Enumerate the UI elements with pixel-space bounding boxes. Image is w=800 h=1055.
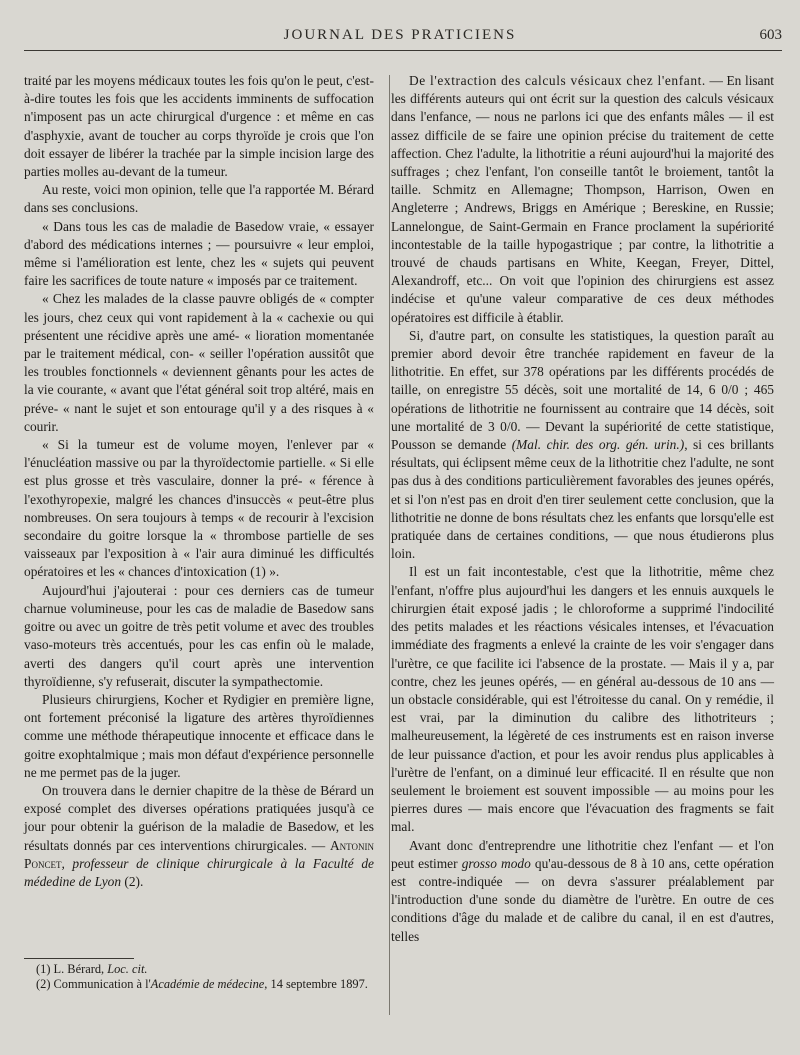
- footnote-italic: Loc. cit.: [107, 962, 148, 976]
- paragraph-text: — En lisant les différents auteurs qui ont écrit sur la question des calculs vésicaux dans l'enfance, — nous ne parlons ici que des enfants mâles — il est assez difficile de se faire une opinion précise du traitement de cette affection. Chez l'adulte, la lithotritie a réuni aujourd'hui la majorité des suffrages ; chez l'enfant, l'on conseille tantôt le broiement, tantôt la taille. Schmitz en Allemagne; Thompson, Harrison, Owen en Angleterre ; Andrews, Briggs en Amérique ; Bereskine, en Russie; Lannelongue, de Saint-Germain en France proclament la supériorité incontestable de la taille hypogastrique ; par contre, la lithotritie a trouvé de chauds partisans en White, Keegan, Freyer, Dittel, Alexandroff, etc... On voit que l'opinion des chirurgiens est assez indécise et qu'une valeur comparative de ces deux méthodes opératoires est difficile à établir.: [391, 73, 774, 325]
- footnote-text: (1) L. Bérard,: [36, 962, 108, 976]
- quoted-paragraph: « Dans tous les cas de maladie de Basedow vraie, « essayer d'abord des médications internes ; — poursuivre « leur emploi, même si l'amélioration est lente, chez les « sujets qui peuvent faire les sacrifices de toute nature « imposés par ce traitement.: [24, 218, 374, 289]
- section-title: De l'extraction des calculs vésicaux chez l'enfant.: [409, 73, 706, 88]
- citation: (Mal. chir. des org. gén. urin.): [511, 437, 685, 453]
- footnote: [24, 977, 374, 992]
- quoted-paragraph: « Si la tumeur est de volume moyen, l'enlever par « l'énucléation massive ou par la thyroïdectomie partielle. « Si elle est plus grosse et très vasculaire, donner la pré- « férence à l'exothyropexie, malgré les chances d'insuccès « peut-être plus nombreuses. On sera toujours à temps « de recourir à l'excision secondaire du goitre lorsque la « thrombose partielle de ses vaisseaux par l'exposition à « l'air aura diminué les difficultés opératoires et les « chances d'intoxication (1) ».: [24, 437, 374, 580]
- author-name: Antonin Poncet: [24, 837, 374, 871]
- paragraph-text: On trouvera dans le dernier chapitre de la thèse de Bérard un exposé complet des diverses opérations pratiquées jusqu'à ce jour pour obtenir la guérison de la maladie de Basedow, et les résultats donnés par ces interventions chirurgicales. —: [24, 782, 374, 853]
- paragraph: [391, 327, 774, 564]
- footnotes: [24, 962, 374, 992]
- paragraph-text: Si, d'autre part, on consulte les statistiques, la question paraît au premier abord devoir être tranchée rapidement en faveur de la lithotritie. En effet, sur 378 opérations par les différents procédés de taille, on enregistre 55 décès, soit une mortalité de 14, 6 0/0 ; 465 opérations de lithotritie ne fournissent au contraire que 14 décès, soit une mortalité de 3 0/0. — Devant la supériorité de cette statistique, Pousson se demande: [391, 327, 774, 453]
- paragraph: [391, 837, 774, 946]
- footnote-text: (2) Communication à l': [36, 977, 151, 991]
- paragraph: [391, 72, 774, 327]
- paragraph: Aujourd'hui j'ajouterai : pour ces derniers cas de tumeur charnue volumineuse, pour les cas de maladie de Basedow sans goitre ou avec un goitre de très petit volume et avec des troubles vaso-moteurs très accentués, pour les cas enfin où le malade, averti des dangers qu'il court après une intervention thyroïdienne, s'y refuserait, discuter la sympathectomie.: [24, 582, 374, 689]
- paragraph: Plusieurs chirurgiens, Kocher et Rydigier en première ligne, ont fortement préconisé la ligature des artères thyroïdiennes comme une méthode thérapeutique innocente et efficace dans le goitre exophtalmique ; mais mon défaut d'expérience personnelle ne me permet pas de la juger.: [24, 691, 374, 780]
- footnote-after: , 14 septembre 1897.: [264, 977, 368, 991]
- paragraph-text: qu'au-dessous de 8 à 10 ans, cette opération est contre-indiquée — on devra s'assurer préalablement par l'introduction d'une sonde du diamètre de l'urètre. En outre de ces conditions d'âge du malade et de calibre du canal, il en est d'autres, telles: [391, 855, 774, 944]
- right-column: [391, 72, 774, 946]
- column-divider: [389, 75, 390, 1015]
- paragraph-text: , si ces brillants résultats, qui éclipsent même ceux de la lithotritie chez l'adulte, ne sont pas dus à des conditions particulièrement favorables des jeunes opérés, et si l'on n'est pas en droit d'en tirer seulement cette conclusion, que la lithotritie ne donne de bons résultats chez les enfants que lorsqu'elle est pratiquée dans de certaines conditions, — que nous étudierons plus loin.: [391, 437, 774, 562]
- quoted-paragraph: « Chez les malades de la classe pauvre obligés de « compter les jours, chez ceux qui vont rapidement à la « cachexie ou qui présentent une récidive après une amé- « lioration momentanée par le traitement médical, con- « seiller l'opération aussitôt que les troubles fonctionnels « deviennent gênants pour les actes de la vie courante, « avant que l'état général soit trop altéré, mais en préve- « nant le sujet et son entourage qu'il y a des risques à « courir.: [24, 291, 374, 434]
- paragraph: traité par les moyens médicaux toutes les fois qu'on le peut, c'est-à-dire toutes les fois que les accidents imminents de suffocation n'imposent pas un acte chirurgical d'urgence : et même en cas d'asphyxie, avant de toucher au corps thyroïde je crois que l'on doit essayer de libérer la trachée par la simple incision large des parties molles au-devant de la tumeur.: [24, 73, 374, 180]
- paragraph: [24, 782, 374, 891]
- left-column: [24, 72, 374, 891]
- footnote-ref: (2).: [121, 873, 144, 889]
- latin-phrase: grosso modo: [461, 855, 531, 871]
- page-number: 603: [759, 27, 782, 43]
- footnote-rule: [24, 958, 134, 959]
- footnote: [24, 962, 374, 977]
- paragraph: Il est un fait incontestable, c'est que la lithotritie, même chez l'enfant, n'offre plus aujourd'hui les dangers et les ennuis auxquels le chirurgien était exposé jadis ; le chloroforme a supprimé l'indocilité des petits malades et les réactions vésicales intenses, et l'évacuation immédiate des fragments a enlevé la crainte de les voir s'engager dans l'urètre, ce que facilite ici l'absence de la prostate. — Mais il y a, par contre, chez les jeunes opérés, — en général au-dessous de 10 ans — un obstacle considérable, qui est l'étroitesse du canal. On y remédie, il est vrai, par la diminution du calibre des lithotriteurs ; malheureusement, la légèreté de ces instruments est en raison inverse de leur puissance d'action, et pour les avoir rendus plus applicables à l'urètre de l'enfant, on a diminué leur efficacité. Il en résulte que non seulement le broiement est souvent impossible — au moins pour les pierres dures — mais encore que l'évacuation des fragments se fait mal.: [391, 564, 774, 835]
- footnote-italic: Académie de médecine: [150, 977, 265, 991]
- running-head: JOURNAL DES PRATICIENS: [283, 27, 517, 43]
- paragraph-text: Avant donc d'entreprendre une lithotritie chez l'enfant — et l'on peut estimer: [391, 837, 774, 871]
- author-affiliation: , professeur de clinique chirurgicale à la Faculté de médedine de Lyon: [24, 855, 374, 889]
- paragraph: Au reste, voici mon opinion, telle que l'a rapportée M. Bérard dans ses conclusions.: [24, 182, 374, 216]
- header-rule: [24, 50, 782, 51]
